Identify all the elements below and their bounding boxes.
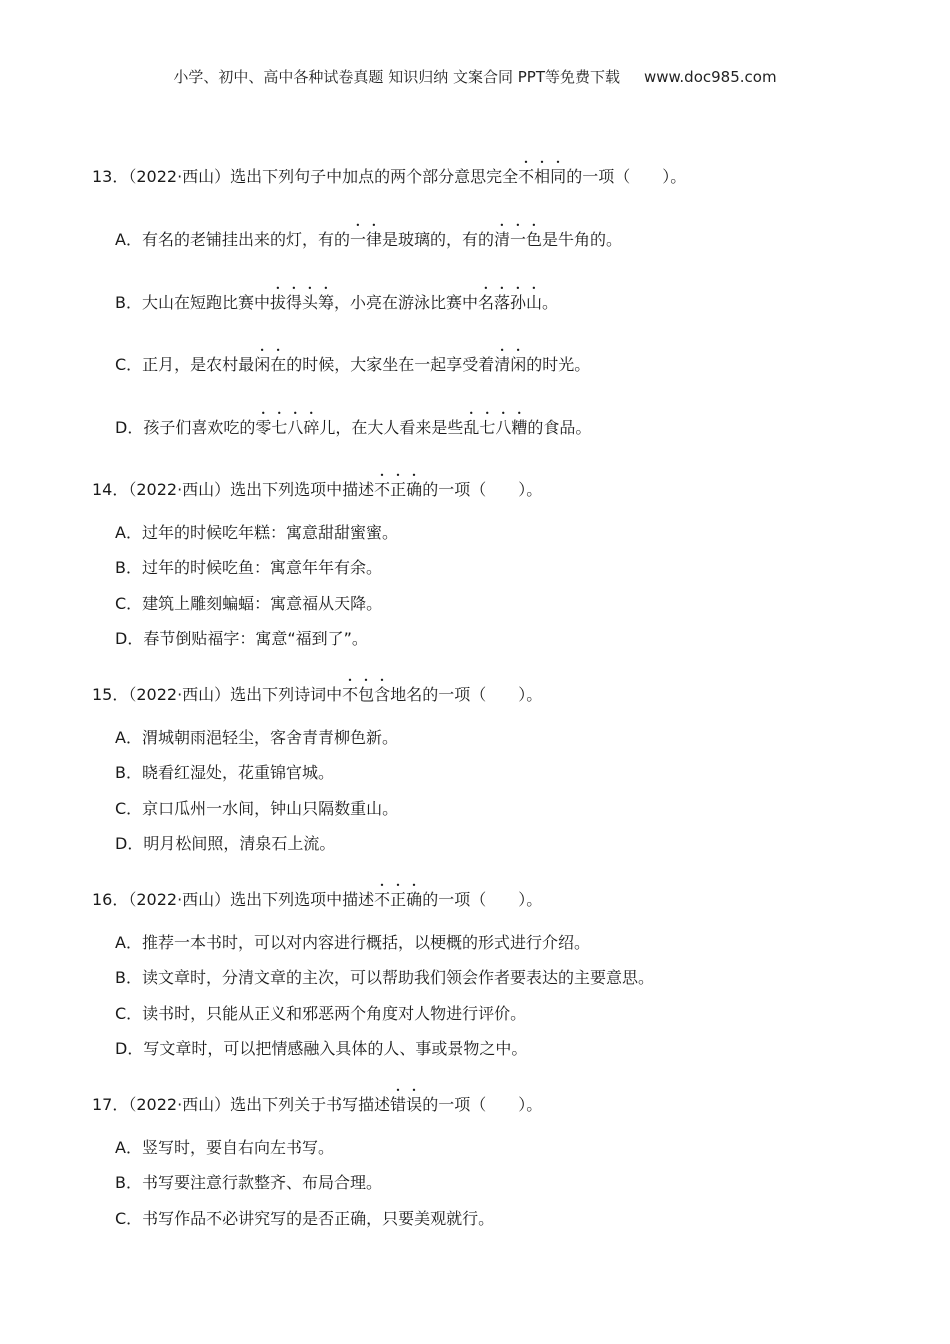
- question-14-option-d: D．春节倒贴福字：寓意“福到了”。: [115, 629, 368, 648]
- question-16-option-d: D．写文章时，可以把情感融入具体的人、事或景物之中。: [115, 1039, 528, 1058]
- question-13-option-b: B．大山在短跑比赛中拔得头筹，小亮在游泳比赛中名落孙山。: [115, 293, 559, 312]
- question-15-option-b: B．晓看红湿处，花重锦官城。: [115, 763, 334, 782]
- question-17-stem: 17．（2022·西山）选出下列关于书写描述错误的一项（ ）。: [92, 1095, 543, 1114]
- page-header: [0, 66, 950, 87]
- header-text: 小学、初中、高中各种试卷真题 知识归纳 文案合同 PPT等免费下载: [173, 68, 620, 86]
- question-14-option-a: A．过年的时候吃年糕：寓意甜甜蜜蜜。: [115, 523, 398, 542]
- question-13-option-d: D．孩子们喜欢吃的零七八碎儿，在大人看来是些乱七八糟的食品。: [115, 418, 592, 437]
- question-15-option-c: C．京口瓜州一水间，钟山只隔数重山。: [115, 799, 399, 818]
- question-14-option-c: C．建筑上雕刻蝙蝠：寓意福从天降。: [115, 594, 383, 613]
- question-17-option-c: C．书写作品不必讲究写的是否正确，只要美观就行。: [115, 1209, 495, 1228]
- question-15-stem: 15．（2022·西山）选出下列诗词中不包含地名的一项（ ）。: [92, 685, 543, 704]
- question-16-option-a: A．推荐一本书时，可以对内容进行概括，以梗概的形式进行介绍。: [115, 933, 590, 952]
- question-14-option-b: B．过年的时候吃鱼：寓意年年有余。: [115, 558, 382, 577]
- question-13-option-c: C．正月，是农村最闲在的时候，大家坐在一起享受着清闲的时光。: [115, 355, 591, 374]
- question-16-option-c: C．读书时，只能从正义和邪恶两个角度对人物进行评价。: [115, 1004, 527, 1023]
- question-13-option-a: A．有名的老铺挂出来的灯，有的一律是玻璃的，有的清一色是牛角的。: [115, 230, 623, 249]
- question-17-option-b: B．书写要注意行款整齐、布局合理。: [115, 1173, 382, 1192]
- question-13-stem: 13．（2022·西山）选出下列句子中加点的两个部分意思完全不相同的一项（ ）。: [92, 167, 687, 186]
- question-16-option-b: B．读文章时，分清文章的主次，可以帮助我们领会作者要表达的主要意思。: [115, 968, 654, 987]
- question-15-option-d: D．明月松间照，清泉石上流。: [115, 834, 336, 853]
- question-15-option-a: A．渭城朝雨浥轻尘，客舍青青柳色新。: [115, 728, 398, 747]
- question-16-stem: 16．（2022·西山）选出下列选项中描述不正确的一项（ ）。: [92, 890, 543, 909]
- emphasis-dots: 不相同: [518, 167, 567, 186]
- question-14-stem: 14．（2022·西山）选出下列选项中描述不正确的一项（ ）。: [92, 480, 543, 499]
- question-17-option-a: A．竖写时，要自右向左书写。: [115, 1138, 334, 1157]
- header-site: www.doc985.com: [643, 68, 777, 86]
